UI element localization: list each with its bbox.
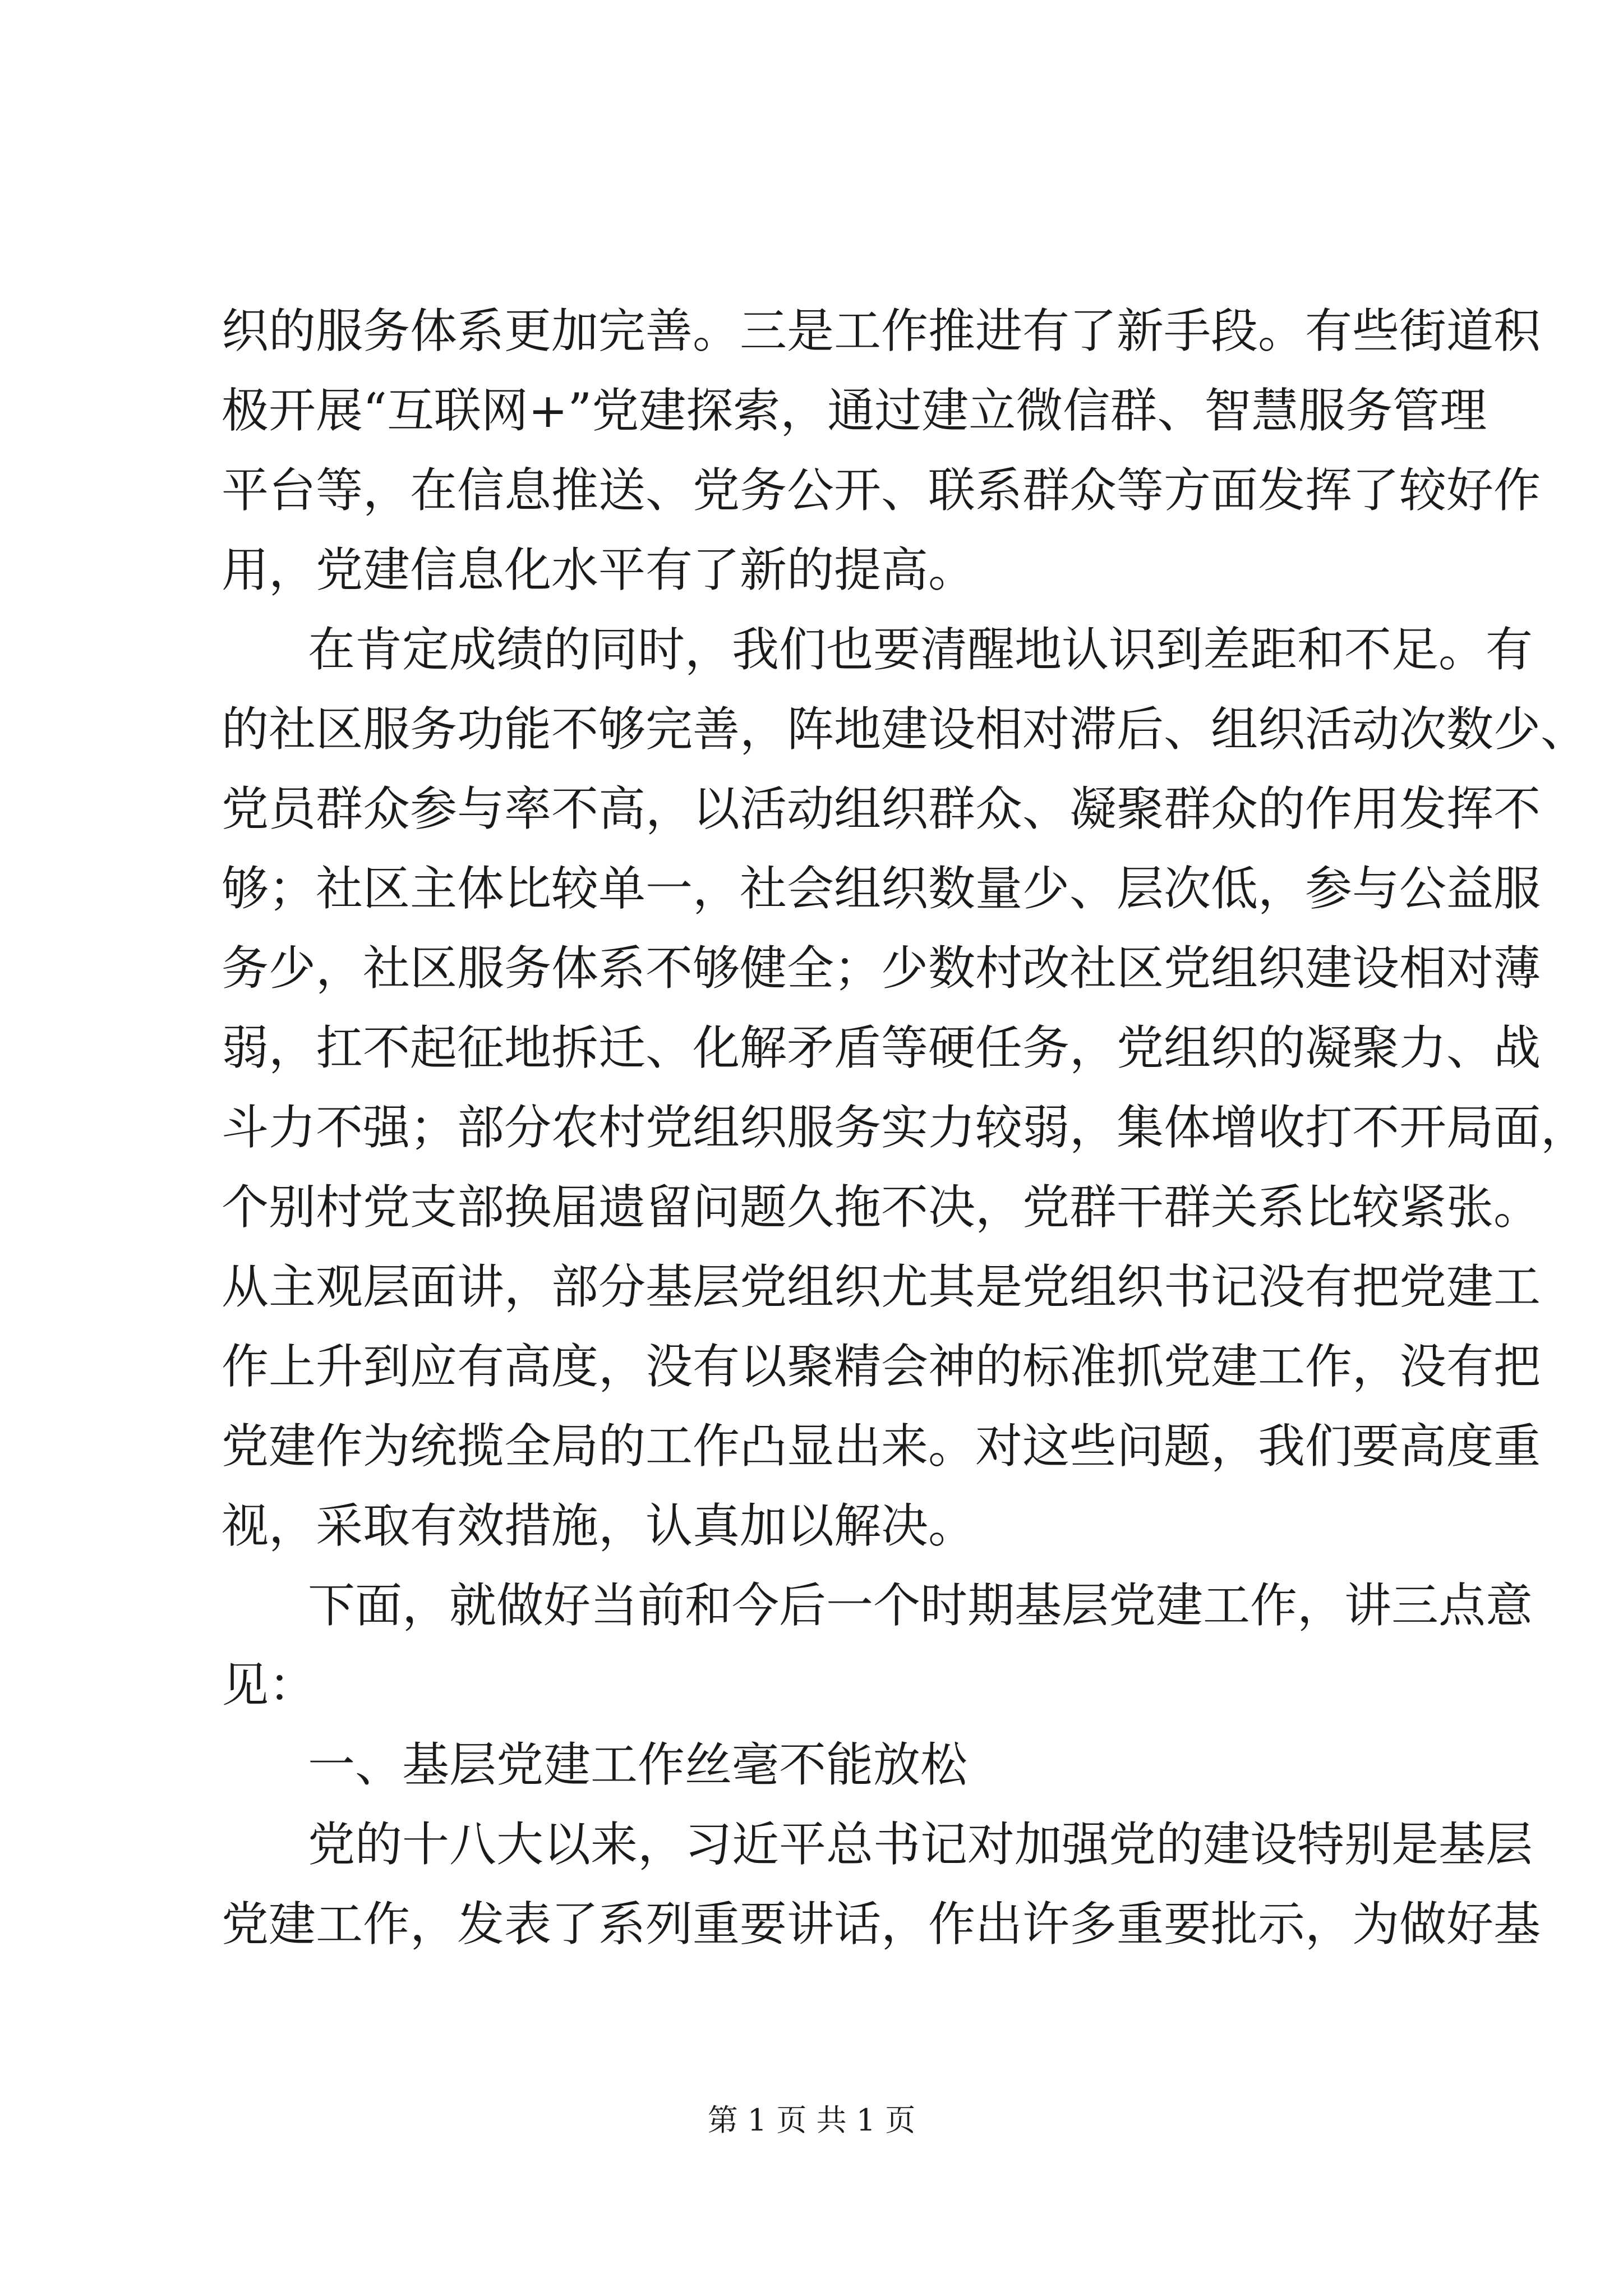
body-text-line: 在肯定成绩的同时，我们也要清醒地认识到差距和不足。有	[308, 622, 1533, 677]
body-text-line: 见：	[222, 1658, 316, 1713]
section-heading: 一、基层党建工作丝毫不能放松	[308, 1737, 968, 1792]
body-text-line: 从主观层面讲，部分基层党组织尤其是党组织书记没有把党建工	[222, 1259, 1541, 1314]
body-text-line: 平台等，在信息推送、党务公开、联系群众等方面发挥了较好作	[222, 463, 1541, 518]
body-text-line: 个别村党支部换届遗留问题久拖不决，党群干群关系比较紧张。	[222, 1180, 1541, 1235]
body-text-line: 弱，扛不起征地拆迁、化解矛盾等硬任务，党组织的凝聚力、战	[222, 1020, 1541, 1075]
body-text-line: 党员群众参与率不高，以活动组织群众、凝聚群众的作用发挥不	[222, 781, 1541, 836]
body-text-line: 党的十八大以来，习近平总书记对加强党的建设特别是基层	[308, 1817, 1533, 1872]
body-text-line: 极开展“互联网+”党建探索，通过建立微信群、智慧服务管理	[222, 383, 1487, 438]
body-text-line: 的社区服务功能不够完善，阵地建设相对滞后、组织活动次数少、	[222, 702, 1588, 757]
body-text-line: 党建作为统揽全局的工作凸显出来。对这些问题，我们要高度重	[222, 1419, 1541, 1474]
body-text-line: 斗力不强；部分农村党组织服务实力较弱，集体增收打不开局面，	[222, 1100, 1588, 1155]
body-text-line: 织的服务体系更加完善。三是工作推进有了新手段。有些街道积	[222, 303, 1541, 358]
body-text-line: 党建工作，发表了系列重要讲话，作出许多重要批示，为做好基	[222, 1897, 1541, 1952]
body-text-line: 作上升到应有高度，没有以聚精会神的标准抓党建工作，没有把	[222, 1339, 1541, 1394]
body-text-line: 务少，社区服务体系不够健全；少数村改社区党组织建设相对薄	[222, 941, 1541, 996]
page-number-footer: 第 1 页 共 1 页	[707, 2102, 916, 2138]
body-text-line: 用，党建信息化水平有了新的提高。	[222, 542, 976, 597]
body-text-line: 下面，就做好当前和今后一个时期基层党建工作，讲三点意	[308, 1578, 1533, 1633]
body-text-line: 够；社区主体比较单一，社会组织数量少、层次低，参与公益服	[222, 861, 1541, 916]
body-text-line: 视，采取有效措施，认真加以解决。	[222, 1498, 976, 1553]
